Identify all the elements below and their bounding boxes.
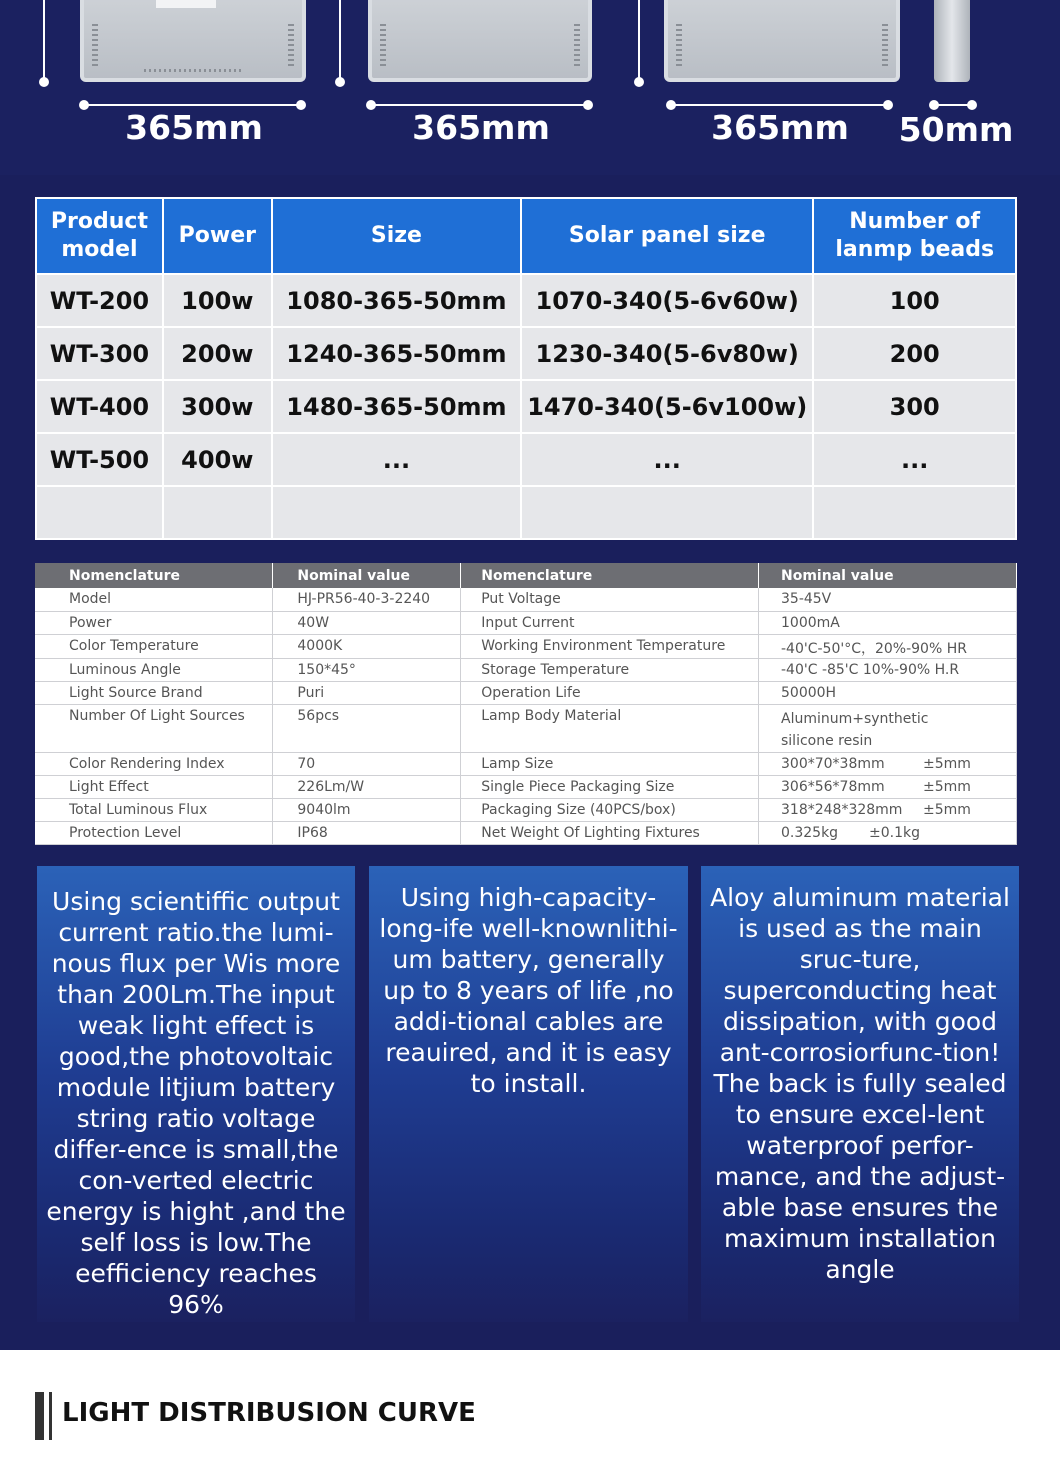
column-header: Nominal value [759,563,1017,588]
feature-card-efficiency [37,866,355,1322]
section-footer [0,1350,1060,1480]
table-row [35,798,1017,821]
table-cell [759,798,1017,821]
column-header: Nomenclature [461,563,759,588]
table-cell: 9040lm [273,798,461,821]
tolerance-text: ±5mm [923,755,971,772]
table-row [35,775,1017,798]
table-cell: Light Effect [35,775,273,798]
table-cell: WT-300 [36,327,163,380]
table-cell: Luminous Angle [35,658,273,681]
dimension-label: 365mm [412,108,550,147]
table-cell: WT-400 [36,380,163,433]
table-cell: 56pcs [273,704,461,752]
table-cell: Lamp Body Material [461,704,759,752]
table-cell: 50000H [759,681,1017,704]
table-cell: ... [521,433,813,486]
table-cell: Packaging Size (40PCS/box) [461,798,759,821]
table-row [35,588,1017,611]
table-cell: Model [35,588,273,611]
table-cell: 40W [273,611,461,634]
table-cell: Operation Life [461,681,759,704]
lamp-image-profile [934,0,970,82]
table-row [36,380,1016,433]
table-row [36,433,1016,486]
table-cell: 1080-365-50mm [272,274,521,327]
lamp-image-front [80,0,306,82]
feature-card-material [701,866,1019,1322]
column-header: Number of lanmp beads [813,198,1016,274]
table-cell: 100w [163,274,272,327]
product-spec-table [35,197,1017,540]
table-row [35,658,1017,681]
tolerance-text: ±0.1kg [869,824,920,841]
table-cell: 1000mA [759,611,1017,634]
table-cell: ... [813,433,1016,486]
table-cell: HJ-PR56-40-3-2240 [273,588,461,611]
section-heading: LIGHT DISTRIBUSION CURVE [62,1398,476,1428]
table-cell: 200 [813,327,1016,380]
table-cell: 4000K [273,634,461,658]
table-cell: Color Rendering Index [35,752,273,775]
table-cell: Storage Temperature [461,658,759,681]
table-row [35,634,1017,658]
table-cell: 400w [163,433,272,486]
table-cell: IP68 [273,821,461,844]
table-cell: ... [272,433,521,486]
dimension-label: 365mm [125,108,263,147]
table-cell: Input Current [461,611,759,634]
table-cell: Puri [273,681,461,704]
table-cell: Power [35,611,273,634]
table-cell: 1240-365-50mm [272,327,521,380]
table-cell: 1480-365-50mm [272,380,521,433]
table-cell: 1470-340(5-6v100w) [521,380,813,433]
table-cell: 150*45° [273,658,461,681]
table-cell: Number Of Light Sources [35,704,273,752]
value-text: 300*70*38mm [781,755,885,772]
table-row [35,752,1017,775]
heading-accent-bar [35,1392,49,1440]
table-row [36,327,1016,380]
column-header: Product model [36,198,163,274]
table-cell: WT-200 [36,274,163,327]
table-cell: Working Environment Temperature [461,634,759,658]
detail-spec-table [35,563,1017,845]
table-cell: 226Lm/W [273,775,461,798]
column-header: Nominal value [273,563,461,588]
tolerance-text: ±5mm [923,778,971,795]
value-text: 0.325kg [781,824,839,841]
table-cell: -40'C -85'C 10%-90% H.R [759,658,1017,681]
feature-text: Aloy aluminum material is used as the main sruc-ture, superconducting heat dissipation, with good ant-corrosiorfunc-tion! The back is fully sealed to ensure excel-lent waterproof perfor-mance, and the adjust-able base ensures the maximum installation angle [710,883,1010,1284]
column-header: Nomenclature [35,563,273,588]
dimension-section [0,0,1060,175]
dimension-label: 50mm [898,110,1014,149]
table-cell: -40'C-50'°C，20%-90% HR [759,634,1017,658]
column-header: Solar panel size [521,198,813,274]
column-header: Size [272,198,521,274]
value-text: 306*56*78mm [781,778,885,795]
table-cell: Total Luminous Flux [35,798,273,821]
table-cell: Net Weight Of Lighting Fixtures [461,821,759,844]
table-cell: 70 [273,752,461,775]
table-cell: Light Source Brand [35,681,273,704]
table-cell [759,775,1017,798]
table-cell: 200w [163,327,272,380]
tolerance-text: ±5mm [923,801,971,818]
table-cell: Put Voltage [461,588,759,611]
table-cell: Lamp Size [461,752,759,775]
table-cell: Single Piece Packaging Size [461,775,759,798]
table-row-empty [36,486,1016,539]
table-cell: 1230-340(5-6v80w) [521,327,813,380]
table-row [35,611,1017,634]
table-cell: 300w [163,380,272,433]
lamp-image-back [664,0,900,82]
table-cell: 300 [813,380,1016,433]
table-cell: 35-45V [759,588,1017,611]
table-cell: Color Temperature [35,634,273,658]
feature-card-battery [369,866,688,1322]
table-cell: 1070-340(5-6v60w) [521,274,813,327]
table-cell: WT-500 [36,433,163,486]
column-header: Power [163,198,272,274]
table-row [35,681,1017,704]
dimension-label: 365mm [711,108,849,147]
feature-text: Using high-capacity-long-ife well-knownlithi-um battery, generally up to 8 years of life ,no addi-tional cables are reauired, and it is easy to install. [379,883,678,1098]
table-cell [759,821,1017,844]
table-row [36,274,1016,327]
table-cell: 100 [813,274,1016,327]
value-text: 318*248*328mm [781,801,903,818]
table-header-row [36,198,1016,274]
table-row [35,821,1017,844]
table-cell: Aluminum+synthetic silicone resin [759,704,1017,752]
table-cell [759,752,1017,775]
table-header-row [35,563,1017,588]
feature-text: Using scientiffic output current ratio.the lumi-nous flux per Wis more than 200Lm.The input weak light effect is good,the photovoltaic module litjium battery string ratio voltage differ-ence is small,the con-verted electric energy is hight ,and the self loss is low.The eefficiency reaches 96% [46,887,346,1319]
table-row [35,704,1017,752]
table-cell: Protection Level [35,821,273,844]
lamp-image-side [368,0,592,82]
